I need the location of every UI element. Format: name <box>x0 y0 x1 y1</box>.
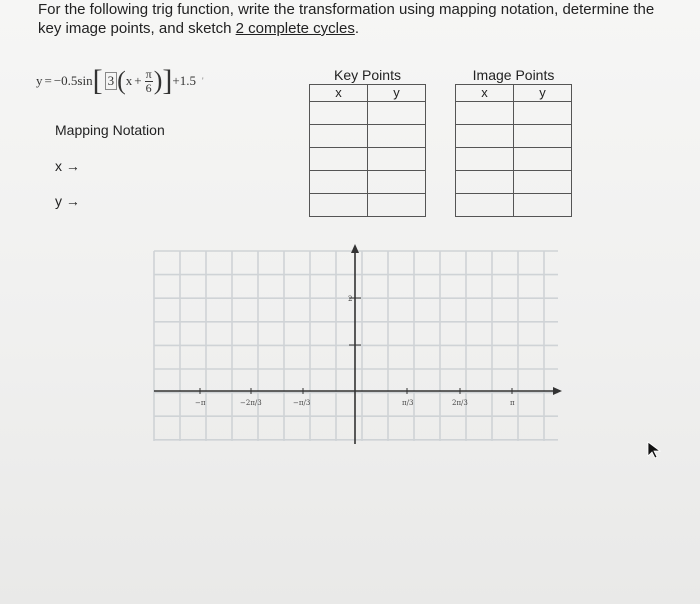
eq-vertical-shift: +1.5 <box>172 73 196 88</box>
image-point-cell[interactable] <box>456 102 514 125</box>
key-point-cell[interactable] <box>368 194 426 217</box>
key-point-cell[interactable] <box>368 171 426 194</box>
key-point-cell[interactable] <box>368 148 426 171</box>
x-tick-label: π <box>510 399 515 407</box>
grid-lines <box>154 251 558 441</box>
key-points-title: Key Points <box>334 67 401 83</box>
key-point-cell[interactable] <box>368 102 426 125</box>
coordinate-grid[interactable] <box>150 241 570 451</box>
eq-x: x <box>125 73 133 88</box>
pen-mark: ' <box>201 76 204 86</box>
key-points-header-x: x <box>310 85 368 102</box>
key-points-table <box>309 67 426 217</box>
eq-left-paren: ( <box>117 66 126 95</box>
image-points-header-y: y <box>514 85 572 102</box>
instruction-main: For the following trig function, write the transformation using mapping notation, determine the key image points, and sketch <box>38 1 655 37</box>
mapping-title: Mapping Notation <box>55 122 165 138</box>
key-point-cell[interactable] <box>310 148 368 171</box>
image-point-cell[interactable] <box>514 194 572 217</box>
eq-left-bracket: [ <box>92 64 103 97</box>
image-point-cell[interactable] <box>456 171 514 194</box>
key-points-header-y: y <box>368 85 426 102</box>
image-point-cell[interactable] <box>456 125 514 148</box>
image-point-cell[interactable] <box>456 148 514 171</box>
instruction-text <box>38 0 678 38</box>
eq-denominator: 6 <box>145 80 152 95</box>
image-point-cell[interactable] <box>514 125 572 148</box>
x-tick-label: −π <box>195 399 206 407</box>
eq-plus: + <box>134 73 142 88</box>
eq-fraction <box>145 68 153 95</box>
image-point-cell[interactable] <box>514 102 572 125</box>
trig-equation <box>36 66 204 96</box>
eq-right-bracket: ] <box>162 64 173 97</box>
image-point-cell[interactable] <box>514 148 572 171</box>
y-tick-label: 2 <box>348 295 353 303</box>
x-tick-label: −2π/3 <box>240 399 262 407</box>
instruction-underlined: 2 complete cycles <box>235 20 355 37</box>
x-tick-label: 2π/3 <box>452 399 468 407</box>
image-points-title: Image Points <box>472 67 555 83</box>
x-axis-arrow-icon <box>553 387 562 395</box>
x-tick-label: π/3 <box>402 399 414 407</box>
image-point-cell[interactable] <box>514 171 572 194</box>
image-points-table <box>455 67 572 217</box>
key-point-cell[interactable] <box>310 125 368 148</box>
key-point-cell[interactable] <box>310 194 368 217</box>
key-point-cell[interactable] <box>310 171 368 194</box>
key-point-cell[interactable] <box>310 102 368 125</box>
mapping-x-label: x → <box>55 158 80 174</box>
eq-lhs: y <box>36 73 43 88</box>
eq-coefficient: −0.5sin <box>53 73 93 88</box>
eq-equals: = <box>44 73 52 88</box>
key-point-cell[interactable] <box>368 125 426 148</box>
image-point-cell[interactable] <box>456 194 514 217</box>
eq-b-value: 3 <box>105 72 118 90</box>
x-tick-label: −π/3 <box>293 399 311 407</box>
mapping-y-label: y → <box>55 193 80 209</box>
image-points-header-x: x <box>456 85 514 102</box>
eq-right-paren: ) <box>153 66 163 95</box>
mouse-pointer-icon <box>646 440 662 460</box>
y-axis-arrow-icon <box>351 244 359 253</box>
eq-pi: π <box>145 66 152 81</box>
instruction-period: . <box>354 20 359 37</box>
